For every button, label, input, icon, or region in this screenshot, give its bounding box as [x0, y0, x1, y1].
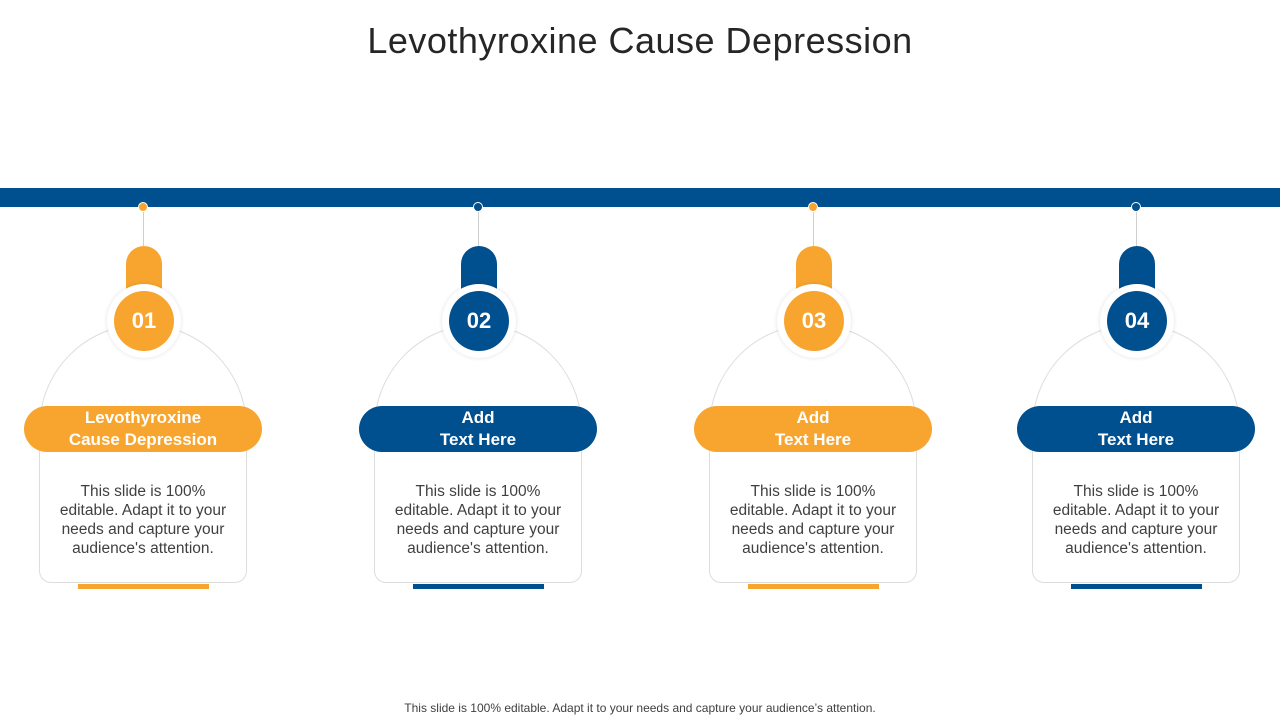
card-description: This slide is 100% editable. Adapt it to your needs and capture your audience's attention. — [394, 483, 562, 557]
card-label: Levothyroxine Cause Depression — [24, 406, 262, 452]
number-badge: 02 — [449, 291, 509, 351]
footer-note: This slide is 100% editable. Adapt it to your needs and capture your audience’s attention. — [404, 701, 876, 715]
card-3 — [694, 200, 934, 592]
connector-line — [1136, 212, 1137, 246]
card-description: This slide is 100% editable. Adapt it to your needs and capture your audience's attention. — [1052, 483, 1220, 557]
bottom-accent — [1071, 584, 1202, 589]
connector-dot — [808, 202, 818, 212]
connector-line — [478, 212, 479, 246]
connector-dot — [1131, 202, 1141, 212]
card-label: Add Text Here — [694, 406, 932, 452]
number-badge: 01 — [114, 291, 174, 351]
connector-dot — [473, 202, 483, 212]
card-label: Add Text Here — [1017, 406, 1255, 452]
number-badge: 03 — [784, 291, 844, 351]
connector-dot — [138, 202, 148, 212]
number-ring — [442, 284, 516, 358]
number-ring — [777, 284, 851, 358]
card-label: Add Text Here — [359, 406, 597, 452]
page-title: Levothyroxine Cause Depression — [367, 20, 913, 61]
bottom-accent — [748, 584, 879, 589]
card-description: This slide is 100% editable. Adapt it to your needs and capture your audience's attention. — [59, 483, 227, 557]
bottom-accent — [413, 584, 544, 589]
card-1 — [24, 200, 264, 592]
card-2 — [359, 200, 599, 592]
connector-line — [143, 212, 144, 246]
number-ring — [107, 284, 181, 358]
connector-line — [813, 212, 814, 246]
card-description: This slide is 100% editable. Adapt it to your needs and capture your audience's attention. — [729, 483, 897, 557]
number-badge: 04 — [1107, 291, 1167, 351]
card-4 — [1017, 200, 1257, 592]
bottom-accent — [78, 584, 209, 589]
number-ring — [1100, 284, 1174, 358]
